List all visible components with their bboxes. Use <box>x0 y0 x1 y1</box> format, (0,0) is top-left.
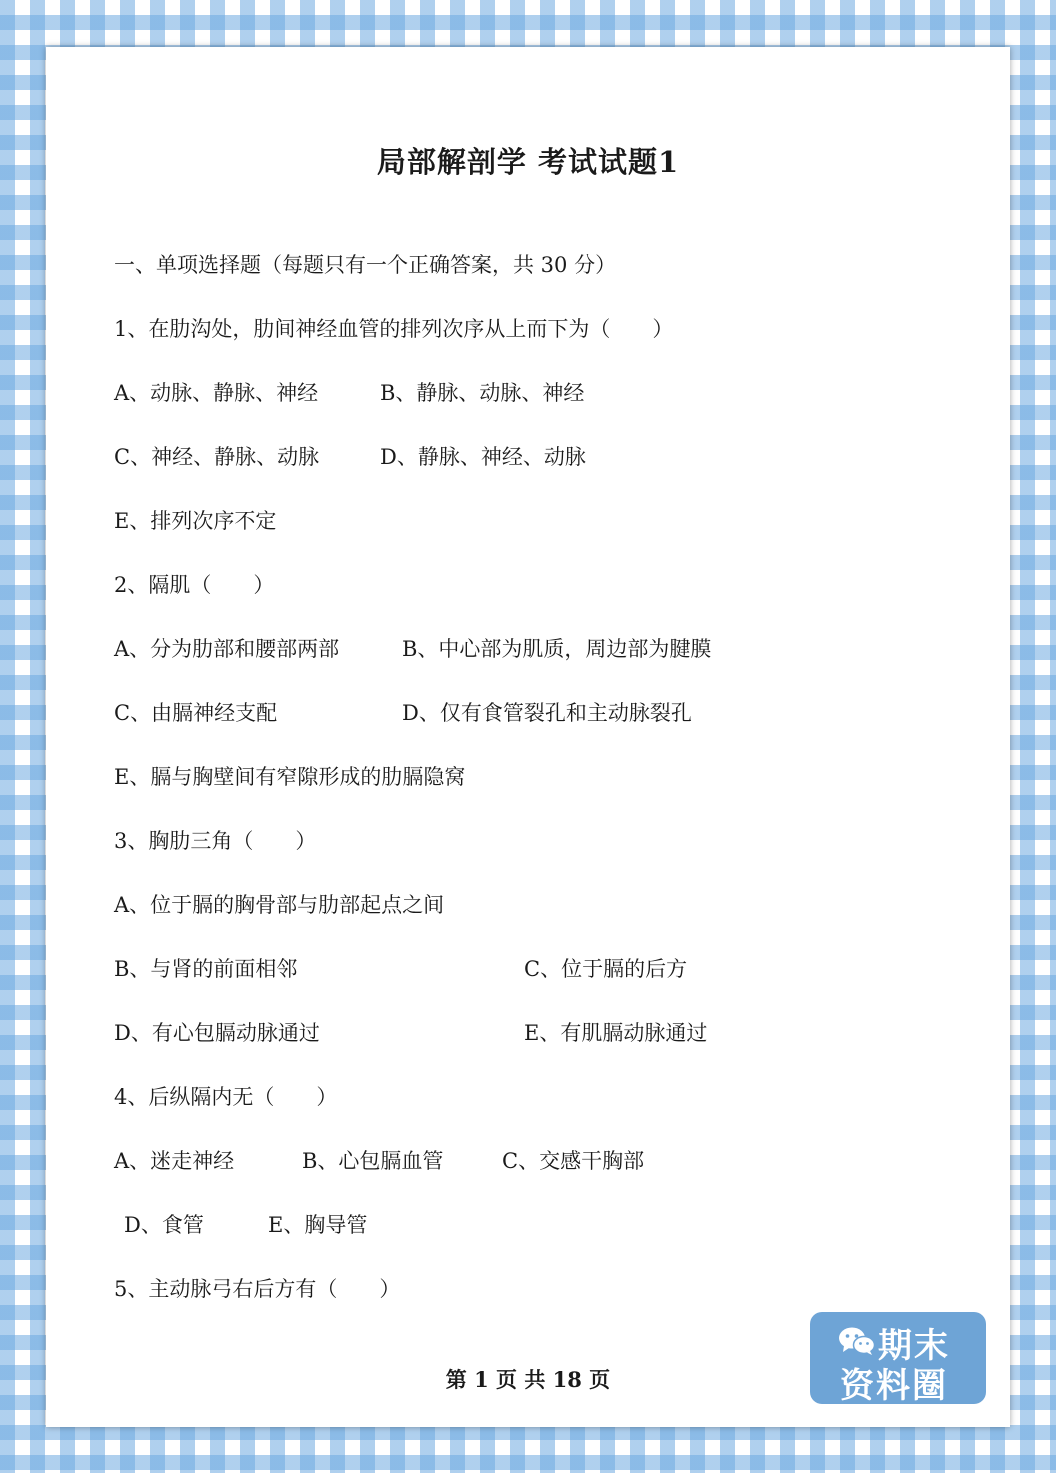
question-1-option-d: D、静脉、神经、动脉 <box>380 445 586 469</box>
question-1-option-c: C、神经、静脉、动脉 <box>114 445 320 469</box>
question-2-option-c: C、由膈神经支配 <box>114 701 278 725</box>
question-3-option-d: D、有心包膈动脉通过 <box>114 1021 320 1045</box>
question-4-option-b: B、心包膈血管 <box>302 1149 444 1173</box>
question-4-stem: 4、后纵隔内无（ ） <box>114 1085 338 1109</box>
watermark-text-line2: 资料圈 <box>840 1366 948 1406</box>
question-4-option-e: E、胸导管 <box>268 1213 368 1237</box>
page-number: 第 1 页 共 18 页 <box>445 1367 611 1392</box>
question-3-option-a: A、位于膈的胸骨部与肋部起点之间 <box>114 893 445 917</box>
section-heading: 一、单项选择题（每题只有一个正确答案，共 30 分） <box>114 253 617 277</box>
question-1-option-e: E、排列次序不定 <box>114 509 277 533</box>
page-title: 局部解剖学 考试试题1 <box>376 145 680 179</box>
watermark-text-line1: 期末 <box>878 1326 950 1366</box>
question-3-option-b: B、与肾的前面相邻 <box>114 957 298 981</box>
question-4-option-a: A、迷走神经 <box>114 1149 235 1173</box>
question-3-option-c: C、位于膈的后方 <box>524 957 688 981</box>
wechat-icon <box>838 1326 876 1356</box>
question-5-stem: 5、主动脉弓右后方有（ ） <box>114 1277 401 1301</box>
question-2-option-e: E、膈与胸壁间有窄隙形成的肋膈隐窝 <box>114 765 466 789</box>
question-3-option-e: E、有肌膈动脉通过 <box>524 1021 708 1045</box>
question-4-option-c: C、交感干胸部 <box>502 1149 645 1173</box>
question-1-option-a: A、动脉、静脉、神经 <box>114 381 319 405</box>
question-2-stem: 2、隔肌（ ） <box>114 573 275 597</box>
question-2-option-b: B、中心部为肌质，周边部为腱膜 <box>402 637 712 661</box>
question-2-option-a: A、分为肋部和腰部两部 <box>114 637 340 661</box>
watermark-badge <box>810 1312 986 1404</box>
question-4-option-d: D、食管 <box>124 1213 204 1237</box>
question-1-option-b: B、静脉、动脉、神经 <box>380 381 585 405</box>
question-1-stem: 1、在肋沟处，肋间神经血管的排列次序从上而下为（ ） <box>114 317 674 341</box>
question-2-option-d: D、仅有食管裂孔和主动脉裂孔 <box>402 701 692 725</box>
question-3-stem: 3、胸肋三角（ ） <box>114 829 317 853</box>
